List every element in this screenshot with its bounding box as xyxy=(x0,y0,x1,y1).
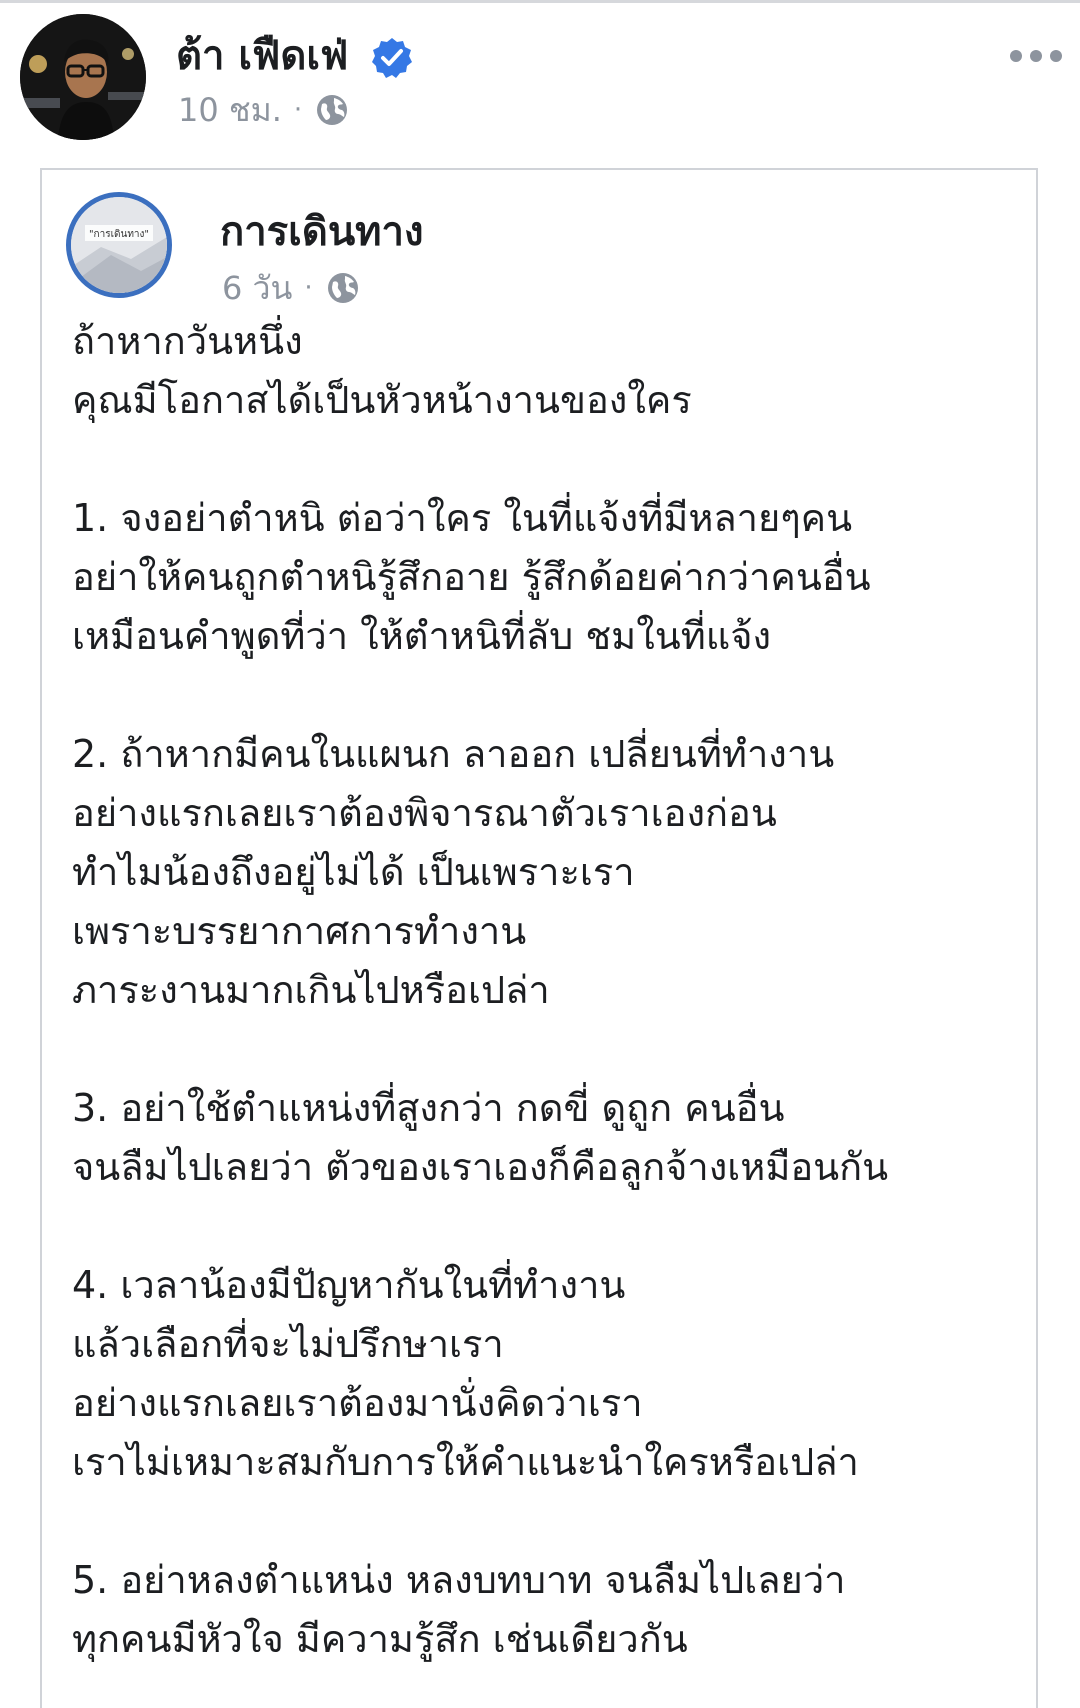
paragraph-gap xyxy=(72,666,1012,725)
post-body xyxy=(72,312,1012,1669)
post-text-line: 3. อย่าใช้ตำแหน่งที่สูงกว่า กดขี่ ดูถูก คนอื่น xyxy=(72,1086,785,1130)
post-text-line: ภาระงานมากเกินไปหรือเปล่า xyxy=(72,968,550,1012)
author-avatar[interactable] xyxy=(20,14,146,140)
meta-separator: · xyxy=(304,273,313,303)
author-meta xyxy=(178,88,350,132)
post-text-line: ทุกคนมีหัวใจ มีความรู้สึก เช่นเดียวกัน xyxy=(72,1617,688,1661)
post-text-line: แล้วเลือกที่จะไม่ปรึกษาเรา xyxy=(72,1322,504,1366)
post-text-line: เพราะบรรยากาศการทำงาน xyxy=(72,909,527,953)
post-text-line: จนลืมไปเลยว่า ตัวของเราเองก็คือลูกจ้างเหมือนกัน xyxy=(72,1145,889,1189)
post-header xyxy=(0,0,1080,160)
paragraph-gap xyxy=(72,1492,1012,1551)
page-avatar[interactable] xyxy=(66,192,172,298)
post-text-line: เหมือนคำพูดที่ว่า ให้ตำหนิที่ลับ ชมในที่แจ้ง xyxy=(72,614,772,658)
post-text-line: อย่าให้คนถูกตำหนิรู้สึกอาย รู้สึกด้อยค่ากว่าคนอื่น xyxy=(72,555,871,599)
verified-badge-icon xyxy=(370,36,414,80)
post-text-line: คุณมีโอกาสได้เป็นหัวหน้างานของใคร xyxy=(72,378,692,422)
post-timestamp[interactable]: 10 ชม. xyxy=(178,91,282,129)
page-avatar-image xyxy=(71,197,167,293)
post-text-line: อย่างแรกเลยเราต้องมานั่งคิดว่าเรา xyxy=(72,1381,643,1425)
post-text-line: 2. ถ้าหากมีคนในแผนก ลาออก เปลี่ยนที่ทำงาน xyxy=(72,732,835,776)
page-name[interactable]: การเดินทาง xyxy=(220,209,424,255)
author-name[interactable]: ต้า เฟืดเฟ่ xyxy=(176,33,349,79)
post-text-line: อย่างแรกเลยเราต้องพิจารณาตัวเราเองก่อน xyxy=(72,791,777,835)
paragraph-gap xyxy=(72,430,1012,489)
globe-icon xyxy=(314,92,350,128)
post-text-line: เราไม่เหมาะสมกับการให้คำแนะนำใครหรือเปล่า xyxy=(72,1440,859,1484)
post-text-line: 4. เวลาน้องมีปัญหากันในที่ทำงาน xyxy=(72,1263,626,1307)
meta-separator: · xyxy=(293,95,303,125)
shared-post-meta xyxy=(222,266,361,310)
shared-post-card[interactable] xyxy=(40,168,1038,1708)
paragraph-gap xyxy=(72,1020,1012,1079)
author-photo xyxy=(20,14,146,140)
post-text-line: ทำไมน้องถึงอยู่ไม่ได้ เป็นเพราะเรา xyxy=(72,850,635,894)
post-text-line: 5. อย่าหลงตำแหน่ง หลงบทบาท จนลืมไปเลยว่า xyxy=(72,1558,846,1602)
globe-icon xyxy=(325,270,361,306)
page-avatar-caption: "การเดินทาง" xyxy=(88,229,150,240)
post-text-line: ถ้าหากวันหนึ่ง xyxy=(72,319,303,363)
post-text-line: 1. จงอย่าตำหนิ ต่อว่าใคร ในที่แจ้งที่มีหลายๆคน xyxy=(72,496,853,540)
paragraph-gap xyxy=(72,1197,1012,1256)
shared-post-timestamp[interactable]: 6 วัน xyxy=(222,269,293,307)
more-horizontal-icon[interactable] xyxy=(1008,42,1064,70)
